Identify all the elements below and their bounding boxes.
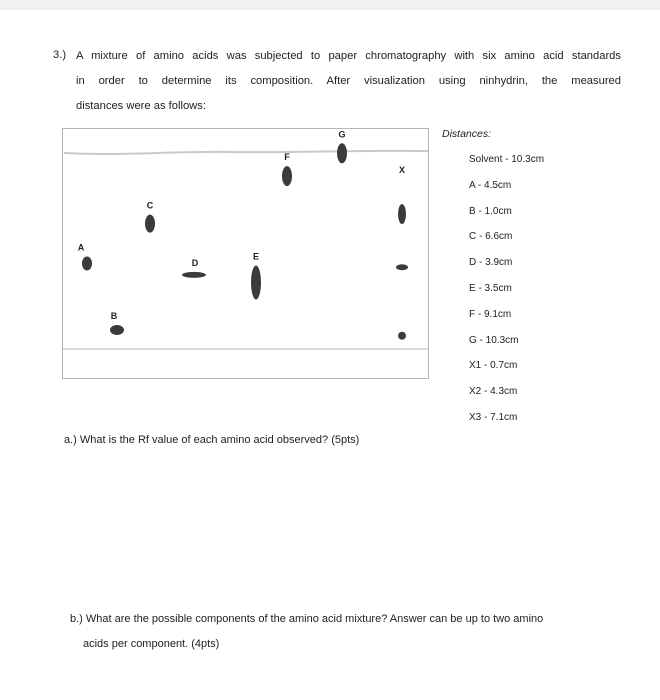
spot-label-e: E (252, 251, 260, 262)
distance-item: A - 4.5cm (469, 179, 512, 191)
question-line-2: in order to determine its composition. After visualization using ninhydrin, the measured (76, 75, 621, 87)
distance-item: D - 3.9cm (469, 257, 513, 269)
question-number: 3.) (53, 49, 67, 61)
spot-g (337, 143, 347, 163)
distance-item: E - 3.5cm (469, 283, 512, 294)
spot-label-x: X (398, 165, 406, 175)
spot-label-b: B (110, 311, 118, 321)
distance-item: F - 9.1cm (469, 308, 512, 320)
spot-c (145, 215, 155, 233)
chromatography-paper (62, 128, 430, 380)
distance-item: G - 10.3cm (469, 334, 519, 346)
distance-item: X1 - 0.7cm (469, 360, 518, 372)
spot-label-f: F (284, 152, 290, 163)
spot-x2 (396, 264, 408, 270)
spot-a (82, 257, 92, 271)
distance-item: X3 - 7.1cm (469, 412, 518, 423)
spot-f (282, 166, 292, 186)
top-bar (0, 0, 660, 10)
question-line-1: A mixture of amino acids was subjected to paper chromatography with six amino acid standards (76, 50, 621, 62)
question-b-line-2: acids per component. (4pts) (83, 638, 220, 650)
paper-border (63, 129, 429, 379)
spot-label-a: A (77, 242, 85, 253)
spot-x3 (398, 204, 406, 224)
spot-b (110, 325, 124, 335)
distance-item: Solvent - 10.3cm (469, 154, 545, 165)
spot-e (251, 266, 261, 300)
distance-item: X2 - 4.3cm (469, 386, 518, 398)
spot-d (182, 272, 206, 278)
question-line-3: distances were as follows: (76, 100, 206, 112)
spot-label-c: C (146, 200, 154, 211)
spot-label-g: G (338, 129, 346, 140)
question-b-line-1: b.) What are the possible components of the amino acid mixture? Answer can be up to two amino (70, 613, 544, 625)
spot-label-d: D (191, 257, 199, 268)
question-a: a.) What is the Rf value of each amino acid observed? (5pts) (64, 434, 360, 446)
spot-x1 (398, 332, 406, 340)
distance-item: B - 1.0cm (469, 205, 512, 217)
distances-title: Distances: (442, 128, 492, 140)
distance-item: C - 6.6cm (469, 231, 513, 243)
